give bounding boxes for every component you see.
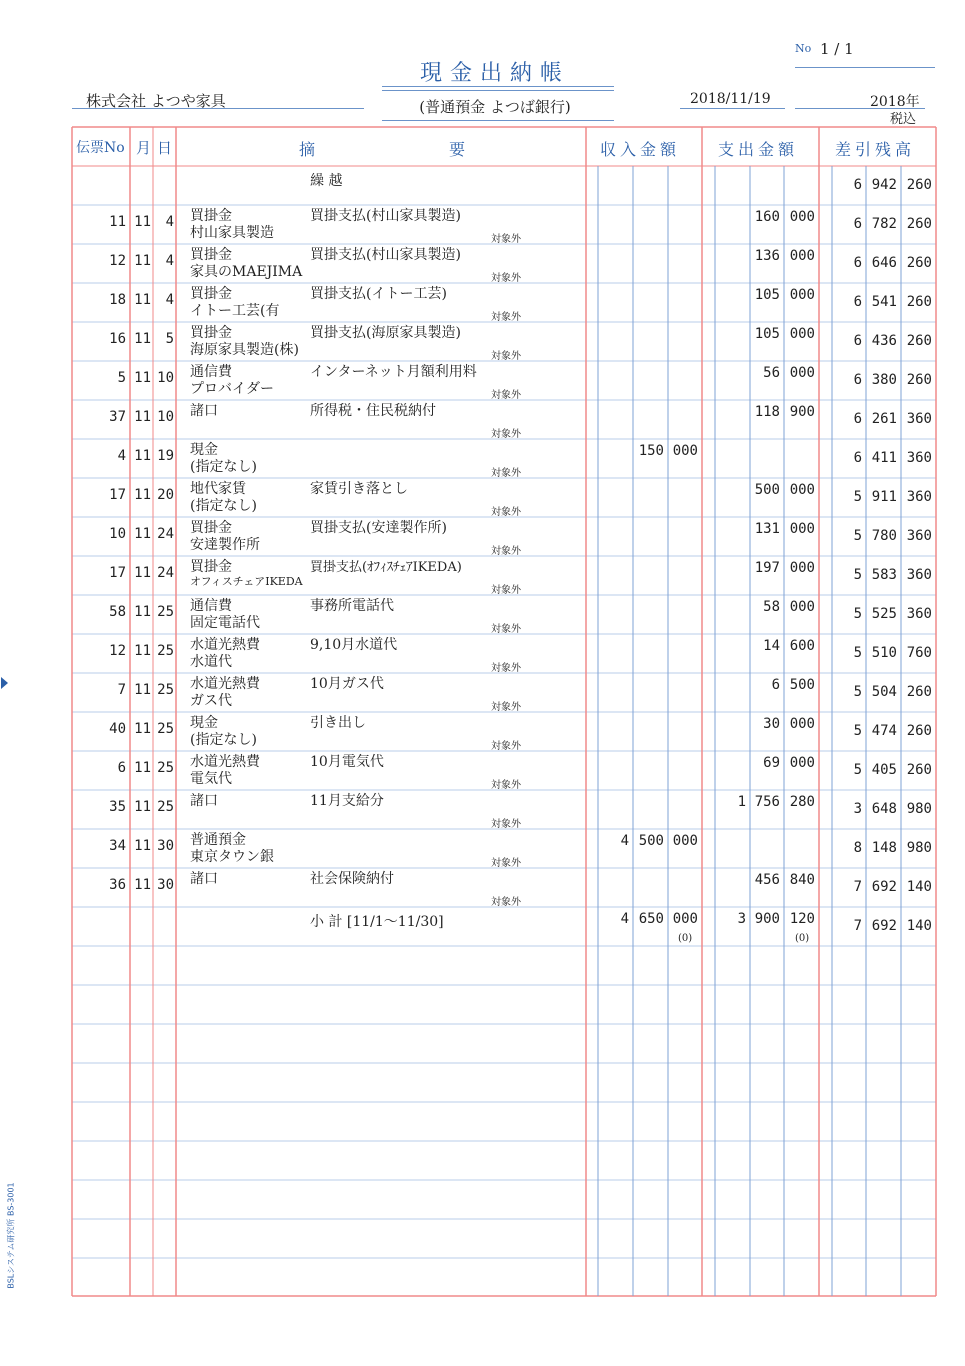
- sub-account-name: 電気代: [190, 771, 232, 787]
- day-cell: 25: [157, 682, 174, 698]
- slip-number: 37: [109, 409, 126, 425]
- sub-account-name: オフィスチェアIKEDA: [190, 575, 303, 588]
- margin-arrow-icon: [1, 677, 8, 689]
- bal-amount-digits: 380: [871, 372, 897, 388]
- day-cell: 10: [157, 370, 174, 386]
- month-cell: 11: [134, 253, 151, 269]
- account-name: 通信費: [190, 598, 232, 614]
- bal-amount-digits: 780: [871, 528, 897, 544]
- out-amount-digits: 6: [771, 677, 780, 693]
- in-amount-digits: 000: [672, 833, 698, 849]
- col-month-header: 月: [136, 139, 156, 157]
- expense-note: (0): [795, 933, 810, 944]
- month-cell: 11: [134, 526, 151, 542]
- account-name: 諸口: [190, 403, 218, 419]
- account-name: 水道光熱費: [190, 754, 260, 770]
- bal-amount-digits: 6: [853, 216, 862, 232]
- bal-amount-digits: 942: [871, 177, 897, 193]
- sub-account-name: 安達製作所: [190, 537, 260, 553]
- col-expense-header: 支出金額: [718, 140, 799, 159]
- out-amount-digits: 840: [789, 872, 815, 888]
- bal-amount-digits: 6: [853, 294, 862, 310]
- slip-number: 10: [109, 526, 126, 542]
- tax-category-tag: 対象外: [491, 273, 521, 284]
- day-cell: 30: [157, 877, 174, 893]
- account-name: 諸口: [190, 793, 218, 809]
- bal-amount-digits: 911: [871, 489, 897, 505]
- slip-number: 12: [109, 253, 126, 269]
- month-cell: 11: [134, 214, 151, 230]
- slip-number: 36: [109, 877, 126, 893]
- fiscal-year: 2018年: [870, 94, 920, 110]
- memo-text: 買掛支払(村山家具製造): [310, 208, 461, 224]
- bal-amount-digits: 6: [853, 372, 862, 388]
- bal-amount-digits: 405: [871, 762, 897, 778]
- tax-category-tag: 対象外: [491, 351, 521, 362]
- bal-amount-digits: 140: [906, 918, 932, 934]
- page-number: 1 / 1: [820, 40, 854, 58]
- bal-amount-digits: 525: [871, 606, 897, 622]
- month-cell: 11: [134, 760, 151, 776]
- bal-amount-digits: 510: [871, 645, 897, 661]
- memo-text: 家賃引き落とし: [310, 481, 408, 497]
- bal-amount-digits: 6: [853, 450, 862, 466]
- out-amount-digits: 456: [754, 872, 780, 888]
- tax-category-tag: 対象外: [491, 780, 521, 791]
- bal-amount-digits: 541: [871, 294, 897, 310]
- bal-amount-digits: 648: [871, 801, 897, 817]
- month-cell: 11: [134, 487, 151, 503]
- out-amount-digits: 105: [754, 326, 780, 342]
- day-cell: 24: [157, 526, 174, 542]
- out-amount-digits: 900: [754, 911, 780, 927]
- tax-category-tag: 対象外: [491, 663, 521, 674]
- col-income-header: 収入金額: [600, 140, 681, 159]
- day-cell: 4: [165, 292, 174, 308]
- bal-amount-digits: 260: [906, 177, 932, 193]
- sub-account-name: 固定電話代: [190, 615, 260, 631]
- out-amount-digits: 500: [754, 482, 780, 498]
- day-cell: 5: [165, 331, 174, 347]
- month-cell: 11: [134, 721, 151, 737]
- bal-amount-digits: 474: [871, 723, 897, 739]
- out-amount-digits: 118: [754, 404, 780, 420]
- in-amount-digits: 4: [620, 911, 629, 927]
- bal-amount-digits: 260: [906, 762, 932, 778]
- account-name: 買掛金: [190, 286, 232, 302]
- account-name: 現金: [190, 715, 218, 731]
- memo-text: 買掛支払(海原家具製造): [310, 325, 461, 341]
- bal-amount-digits: 148: [871, 840, 897, 856]
- tax-category-tag: 対象外: [491, 858, 521, 869]
- sub-account-name: 水道代: [190, 654, 232, 670]
- out-amount-digits: 1: [737, 794, 746, 810]
- slip-number: 7: [117, 682, 126, 698]
- out-amount-digits: 500: [789, 677, 815, 693]
- account-name: 通信費: [190, 364, 232, 380]
- in-amount-digits: 500: [638, 833, 664, 849]
- bal-amount-digits: 260: [906, 372, 932, 388]
- account-name: 現金: [190, 442, 218, 458]
- month-cell: 11: [134, 838, 151, 854]
- month-cell: 11: [134, 565, 151, 581]
- print-date: 2018/11/19: [690, 91, 771, 107]
- sub-account-name: イトー工芸(有: [190, 303, 280, 319]
- bal-amount-digits: 261: [871, 411, 897, 427]
- out-amount-digits: 58: [763, 599, 780, 615]
- account-name: 地代家賃: [190, 481, 246, 497]
- bal-amount-digits: 260: [906, 723, 932, 739]
- out-amount-digits: 600: [789, 638, 815, 654]
- month-cell: 11: [134, 682, 151, 698]
- day-cell: 20: [157, 487, 174, 503]
- slip-number: 18: [109, 292, 126, 308]
- bal-amount-digits: 7: [853, 879, 862, 895]
- bal-amount-digits: 411: [871, 450, 897, 466]
- memo-text: 繰 越: [310, 173, 343, 189]
- bal-amount-digits: 360: [906, 411, 932, 427]
- out-amount-digits: 756: [754, 794, 780, 810]
- day-cell: 10: [157, 409, 174, 425]
- tax-category-tag: 対象外: [491, 819, 521, 830]
- bal-amount-digits: 504: [871, 684, 897, 700]
- slip-number: 35: [109, 799, 126, 815]
- day-cell: 25: [157, 799, 174, 815]
- out-amount-digits: 000: [789, 248, 815, 264]
- bal-amount-digits: 260: [906, 684, 932, 700]
- month-cell: 11: [134, 799, 151, 815]
- bal-amount-digits: 360: [906, 450, 932, 466]
- bal-amount-digits: 3: [853, 801, 862, 817]
- out-amount-digits: 000: [789, 287, 815, 303]
- account-name: 諸口: [190, 871, 218, 887]
- memo-text: 買掛支払(ｵﾌｨｽﾁｪｱIKEDA): [310, 560, 462, 575]
- account-name: 水道光熱費: [190, 637, 260, 653]
- tax-category-tag: 対象外: [491, 468, 521, 479]
- day-cell: 25: [157, 721, 174, 737]
- company-name: 株式会社 よつや家具: [86, 92, 226, 110]
- out-amount-digits: 197: [754, 560, 780, 576]
- bal-amount-digits: 6: [853, 177, 862, 193]
- memo-text: 小 計 [11/1～11/30]: [310, 914, 444, 930]
- bal-amount-digits: 8: [853, 840, 862, 856]
- sub-account-name: 村山家具製造: [190, 225, 274, 241]
- in-amount-digits: 4: [620, 833, 629, 849]
- month-cell: 11: [134, 643, 151, 659]
- account-name: 買掛金: [190, 208, 232, 224]
- bal-amount-digits: 5: [853, 645, 862, 661]
- out-amount-digits: 105: [754, 287, 780, 303]
- out-amount-digits: 000: [789, 365, 815, 381]
- day-cell: 25: [157, 604, 174, 620]
- out-amount-digits: 000: [789, 599, 815, 615]
- day-cell: 4: [165, 214, 174, 230]
- out-amount-digits: 56: [763, 365, 780, 381]
- out-amount-digits: 69: [763, 755, 780, 771]
- sub-account-name: (指定なし): [190, 459, 257, 475]
- out-amount-digits: 000: [789, 755, 815, 771]
- col-desc-header-1: 摘: [299, 140, 320, 159]
- bal-amount-digits: 5: [853, 528, 862, 544]
- sub-account-name: ガス代: [190, 693, 232, 709]
- sub-account-name: プロバイダー: [190, 381, 274, 397]
- account-name: 普通預金: [190, 832, 246, 848]
- bal-amount-digits: 7: [853, 918, 862, 934]
- slip-number: 12: [109, 643, 126, 659]
- bal-amount-digits: 980: [906, 840, 932, 856]
- income-note: (0): [678, 933, 693, 944]
- in-amount-digits: 650: [638, 911, 664, 927]
- memo-text: 買掛支払(イトー工芸): [310, 286, 447, 302]
- bal-amount-digits: 782: [871, 216, 897, 232]
- account-name: 水道光熱費: [190, 676, 260, 692]
- publisher-side-text: BSLシステム研究所 BS-3001: [6, 1182, 16, 1289]
- slip-number: 4: [117, 448, 126, 464]
- tax-category-tag: 対象外: [491, 702, 521, 713]
- bal-amount-digits: 360: [906, 489, 932, 505]
- bal-amount-digits: 5: [853, 489, 862, 505]
- slip-number: 16: [109, 331, 126, 347]
- tax-category-tag: 対象外: [491, 312, 521, 323]
- bal-amount-digits: 6: [853, 411, 862, 427]
- memo-text: 買掛支払(村山家具製造): [310, 247, 461, 263]
- col-day-header: 日: [157, 139, 177, 157]
- out-amount-digits: 3: [737, 911, 746, 927]
- out-amount-digits: 000: [789, 716, 815, 732]
- bal-amount-digits: 646: [871, 255, 897, 271]
- bal-amount-digits: 360: [906, 528, 932, 544]
- day-cell: 30: [157, 838, 174, 854]
- account-name: (普通預金 よつば銀行): [419, 98, 571, 116]
- bal-amount-digits: 360: [906, 567, 932, 583]
- slip-number: 40: [109, 721, 126, 737]
- bal-amount-digits: 6: [853, 333, 862, 349]
- month-cell: 11: [134, 292, 151, 308]
- month-cell: 11: [134, 370, 151, 386]
- month-cell: 11: [134, 448, 151, 464]
- slip-number: 34: [109, 838, 126, 854]
- tax-category-tag: 対象外: [491, 585, 521, 596]
- out-amount-digits: 900: [789, 404, 815, 420]
- bal-amount-digits: 583: [871, 567, 897, 583]
- slip-number: 58: [109, 604, 126, 620]
- memo-text: 買掛支払(安達製作所): [310, 520, 447, 536]
- col-desc-header-2: 要: [449, 140, 470, 159]
- tax-category-tag: 対象外: [491, 741, 521, 752]
- memo-text: 引き出し: [310, 715, 366, 731]
- tax-mode: 税込: [890, 112, 917, 127]
- out-amount-digits: 000: [789, 326, 815, 342]
- bal-amount-digits: 140: [906, 879, 932, 895]
- bal-amount-digits: 360: [906, 606, 932, 622]
- memo-text: インターネット月額利用料: [310, 364, 477, 380]
- bal-amount-digits: 760: [906, 645, 932, 661]
- memo-text: 事務所電話代: [310, 598, 394, 614]
- bal-amount-digits: 5: [853, 567, 862, 583]
- col-balance-header: 差引残高: [835, 140, 916, 159]
- bal-amount-digits: 260: [906, 294, 932, 310]
- account-name: 買掛金: [190, 247, 232, 263]
- sub-account-name: 海原家具製造(株): [190, 342, 299, 358]
- in-amount-digits: 000: [672, 911, 698, 927]
- tax-category-tag: 対象外: [491, 507, 521, 518]
- day-cell: 4: [165, 253, 174, 269]
- memo-text: 社会保険納付: [310, 871, 394, 887]
- memo-text: 所得税・住民税納付: [310, 403, 436, 419]
- slip-number: 17: [109, 565, 126, 581]
- out-amount-digits: 000: [789, 482, 815, 498]
- bal-amount-digits: 260: [906, 216, 932, 232]
- tax-category-tag: 対象外: [491, 624, 521, 635]
- out-amount-digits: 14: [763, 638, 780, 654]
- out-amount-digits: 136: [754, 248, 780, 264]
- account-name: 買掛金: [190, 559, 232, 575]
- sub-account-name: 家具のMAEJIMA: [190, 264, 303, 280]
- memo-text: 9,10月水道代: [310, 637, 398, 653]
- out-amount-digits: 000: [789, 560, 815, 576]
- out-amount-digits: 280: [789, 794, 815, 810]
- bal-amount-digits: 5: [853, 723, 862, 739]
- day-cell: 19: [157, 448, 174, 464]
- slip-number: 11: [109, 214, 126, 230]
- in-amount-digits: 000: [672, 443, 698, 459]
- memo-text: 11月支給分: [310, 793, 384, 809]
- bal-amount-digits: 5: [853, 606, 862, 622]
- day-cell: 25: [157, 760, 174, 776]
- bal-amount-digits: 5: [853, 762, 862, 778]
- document-title: 現金出納帳: [419, 61, 570, 86]
- sub-account-name: (指定なし): [190, 732, 257, 748]
- tax-category-tag: 対象外: [491, 429, 521, 440]
- sub-account-name: 東京タウン銀: [190, 849, 274, 865]
- col-slip-header: 伝票No: [76, 140, 125, 156]
- memo-text: 10月電気代: [310, 754, 384, 770]
- bal-amount-digits: 5: [853, 684, 862, 700]
- bal-amount-digits: 980: [906, 801, 932, 817]
- month-cell: 11: [134, 604, 151, 620]
- tax-category-tag: 対象外: [491, 390, 521, 401]
- slip-number: 17: [109, 487, 126, 503]
- tax-category-tag: 対象外: [491, 546, 521, 557]
- month-cell: 11: [134, 409, 151, 425]
- bal-amount-digits: 6: [853, 255, 862, 271]
- account-name: 買掛金: [190, 520, 232, 536]
- out-amount-digits: 000: [789, 521, 815, 537]
- bal-amount-digits: 436: [871, 333, 897, 349]
- slip-number: 5: [117, 370, 126, 386]
- bal-amount-digits: 692: [871, 879, 897, 895]
- slip-number: 6: [117, 760, 126, 776]
- bal-amount-digits: 692: [871, 918, 897, 934]
- bal-amount-digits: 260: [906, 333, 932, 349]
- tax-category-tag: 対象外: [491, 897, 521, 908]
- page-number-label: No: [795, 42, 812, 55]
- sub-account-name: (指定なし): [190, 498, 257, 514]
- month-cell: 11: [134, 877, 151, 893]
- out-amount-digits: 160: [754, 209, 780, 225]
- out-amount-digits: 120: [789, 911, 815, 927]
- month-cell: 11: [134, 331, 151, 347]
- out-amount-digits: 000: [789, 209, 815, 225]
- day-cell: 25: [157, 643, 174, 659]
- out-amount-digits: 131: [754, 521, 780, 537]
- tax-category-tag: 対象外: [491, 234, 521, 245]
- bal-amount-digits: 260: [906, 255, 932, 271]
- memo-text: 10月ガス代: [310, 676, 384, 692]
- account-name: 買掛金: [190, 325, 232, 341]
- day-cell: 24: [157, 565, 174, 581]
- out-amount-digits: 30: [763, 716, 780, 732]
- in-amount-digits: 150: [638, 443, 664, 459]
